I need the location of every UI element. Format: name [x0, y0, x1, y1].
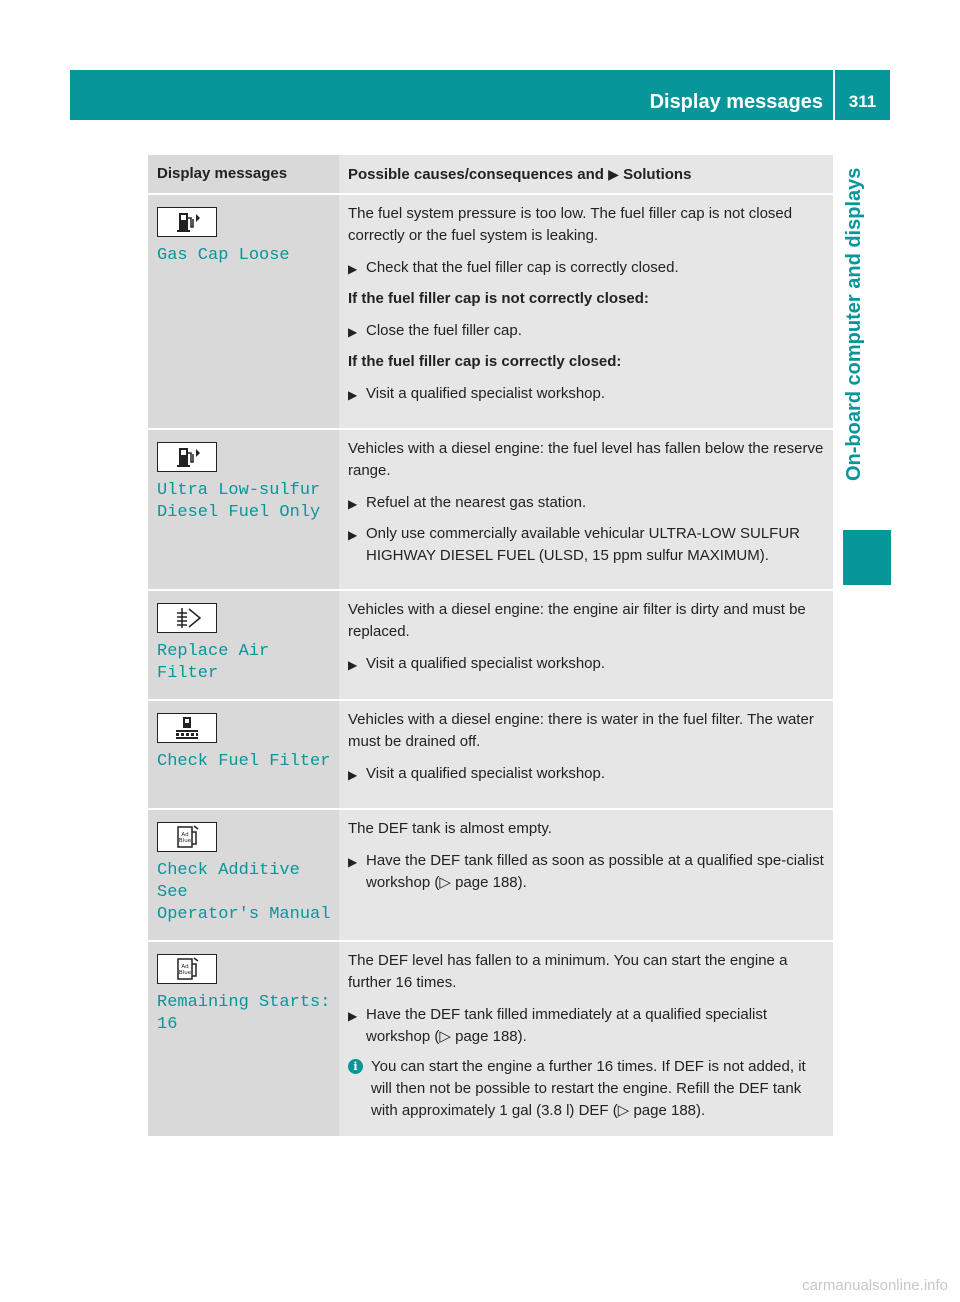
solution-step-text: Visit a qualified specialist workshop.: [366, 385, 606, 402]
table-row: [148, 429, 833, 590]
svg-text:Blue: Blue: [178, 970, 192, 976]
adblue-icon: [157, 822, 217, 852]
solution-step-text: Close the fuel filler cap.: [366, 322, 522, 339]
condition-heading: If the fuel filler cap is correctly closed:: [348, 353, 622, 370]
svg-text:Ad: Ad: [181, 832, 189, 838]
play-arrow-icon: ▶: [608, 166, 619, 182]
display-message-cell: [148, 941, 339, 1136]
solution-step-text: Check that the fuel filler cap is correctly closed.: [366, 259, 679, 276]
causes-solutions-cell: [339, 429, 833, 590]
display-message-text: Remaining Starts: 16: [157, 993, 331, 1034]
solution-step: [348, 653, 827, 676]
display-message-text: Replace Air Filter: [157, 642, 270, 683]
solution-step: [348, 523, 827, 567]
solution-step: [348, 492, 827, 515]
display-message-text: Check Additive See Operator's Manual: [157, 861, 331, 924]
display-message-text: Ultra Low-sulfur Diesel Fuel Only: [157, 481, 321, 522]
info-note-text: You can start the engine a further 16 times. If DEF is not added, it will then not be possible to restart the engine. Refill the DEF tank with approximately 1 gal (3.8 l) DEF (▷ page 188).: [371, 1058, 806, 1119]
fuel-filter-icon: [157, 713, 217, 743]
display-message-text: Check Fuel Filter: [157, 752, 331, 771]
cause-text: The fuel system pressure is too low. The fuel filler cap is not closed correctly or the fuel system is leaking.: [348, 205, 793, 244]
table-row: [148, 809, 833, 941]
step-arrow-icon: ▶: [348, 855, 358, 869]
display-messages-table: [148, 155, 833, 1136]
cause-text: Vehicles with a diesel engine: there is water in the fuel filter. The water must be drained off.: [348, 711, 814, 750]
display-message-cell: [148, 194, 339, 429]
solution-step-text: Have the DEF tank filled immediately at a qualified specialist workshop (▷ page 188).: [366, 1006, 768, 1045]
solution-step: [348, 763, 827, 786]
solution-step: [348, 1004, 827, 1048]
solution-step-text: Have the DEF tank filled as soon as possible at a qualified spe-cialist workshop (▷ page 188).: [366, 852, 824, 891]
step-arrow-icon: ▶: [348, 388, 358, 402]
side-tab-marker: [843, 530, 891, 585]
causes-solutions-cell: [339, 700, 833, 809]
causes-solutions-cell: [339, 194, 833, 429]
cause-text: The DEF level has fallen to a minimum. You can start the engine a further 16 times.: [348, 952, 788, 991]
condition-heading: If the fuel filler cap is not correctly closed:: [348, 290, 649, 307]
page-number: 311: [848, 92, 877, 111]
solution-step-text: Visit a qualified specialist workshop.: [366, 765, 606, 782]
cause-text: Vehicles with a diesel engine: the engine air filter is dirty and must be replaced.: [348, 601, 806, 640]
display-message-cell: [148, 429, 339, 590]
solution-step-text: Only use commercially available vehicular ULTRA-LOW SULFUR HIGHWAY DIESEL FUEL (ULSD, 15 ppm sulfur MAXIMUM).: [366, 525, 801, 564]
table-row: [148, 194, 833, 429]
causes-solutions-cell: [339, 941, 833, 1136]
solution-step-text: Refuel at the nearest gas station.: [366, 494, 587, 511]
cause-text: The DEF tank is almost empty.: [348, 820, 552, 837]
step-arrow-icon: ▶: [348, 768, 358, 782]
solution-step: [348, 257, 827, 280]
watermark: carmanualsonline.info: [802, 1277, 948, 1294]
adblue-icon: [157, 954, 217, 984]
fuel-pump-icon: [157, 442, 217, 472]
header-causes-solutions: [339, 155, 833, 194]
causes-solutions-cell: [339, 590, 833, 700]
display-message-text: Gas Cap Loose: [157, 246, 290, 265]
step-arrow-icon: ▶: [348, 262, 358, 276]
svg-text:Blue: Blue: [178, 838, 192, 844]
header-display-messages: Display messages: [148, 155, 339, 194]
step-arrow-icon: ▶: [348, 658, 358, 672]
display-message-cell: [148, 700, 339, 809]
display-message-cell: [148, 590, 339, 700]
step-arrow-icon: ▶: [348, 497, 358, 511]
solution-step-text: Visit a qualified specialist workshop.: [366, 655, 606, 672]
table-row: [148, 590, 833, 700]
step-arrow-icon: ▶: [348, 325, 358, 339]
header-solutions-text: Solutions: [623, 166, 692, 183]
info-note: [348, 1056, 827, 1122]
table-body: [148, 194, 833, 1136]
info-icon: i: [348, 1059, 363, 1074]
side-tab-label: On-board computer and displays: [843, 168, 865, 482]
solution-step: [348, 850, 827, 894]
header-causes-text: Possible causes/consequences and: [348, 166, 604, 183]
table-row: [148, 941, 833, 1136]
display-message-cell: [148, 809, 339, 941]
solution-step: [348, 383, 827, 406]
solution-step: [348, 320, 827, 343]
table-header-row: [148, 155, 833, 194]
step-arrow-icon: ▶: [348, 528, 358, 542]
step-arrow-icon: ▶: [348, 1009, 358, 1023]
cause-text: Vehicles with a diesel engine: the fuel level has fallen below the reserve range.: [348, 440, 824, 479]
svg-text:Ad: Ad: [181, 964, 189, 970]
fuel-pump-icon: [157, 207, 217, 237]
causes-solutions-cell: [339, 809, 833, 941]
page-header: [70, 70, 890, 120]
header-title: Display messages: [649, 91, 823, 113]
air-filter-icon: [157, 603, 217, 633]
table-row: [148, 700, 833, 809]
